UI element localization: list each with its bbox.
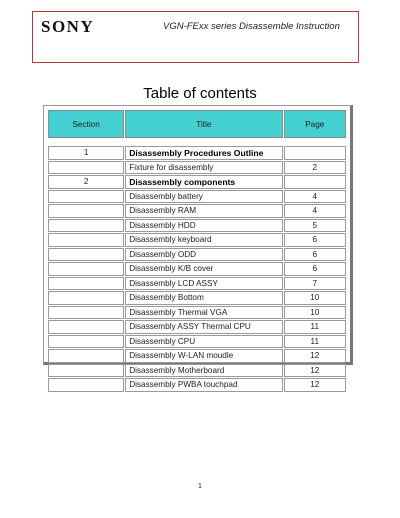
- section-cell: [48, 378, 124, 392]
- section-cell: [48, 306, 124, 320]
- title-cell: Fixture for disassembly: [125, 161, 282, 175]
- toc-row: [48, 175, 346, 189]
- page-cell: 10: [284, 291, 346, 305]
- document-title: VGN-FExx series Disassemble Instruction: [163, 21, 340, 32]
- page-cell: 5: [284, 219, 346, 233]
- title-cell: Disassembly K/B cover: [125, 262, 282, 276]
- section-cell: [48, 161, 124, 175]
- toc-row: [48, 349, 346, 363]
- toc-row: [48, 291, 346, 305]
- toc-row: [48, 233, 346, 247]
- section-cell: [48, 277, 124, 291]
- page-cell: 12: [284, 364, 346, 378]
- page-cell: 11: [284, 320, 346, 334]
- toc-row: [48, 219, 346, 233]
- section-cell: [48, 262, 124, 276]
- title-cell: Disassembly LCD ASSY: [125, 277, 282, 291]
- section-cell: [48, 335, 124, 349]
- toc-row: [48, 190, 346, 204]
- page-cell: [284, 175, 346, 189]
- page-cell: 6: [284, 233, 346, 247]
- title-cell: Disassembly W-LAN moudle: [125, 349, 282, 363]
- section-column-header: Section: [48, 110, 124, 138]
- toc-row: [48, 204, 346, 218]
- section-cell: 2: [48, 175, 124, 189]
- spacer-row: [48, 139, 346, 145]
- section-cell: [48, 349, 124, 363]
- title-cell: Disassembly Motherboard: [125, 364, 282, 378]
- toc-row: [48, 146, 346, 160]
- title-column-header: Title: [125, 110, 282, 138]
- page-column-header: Page: [284, 110, 346, 138]
- page-cell: [284, 146, 346, 160]
- title-cell: Disassembly ASSY Thermal CPU: [125, 320, 282, 334]
- section-cell: [48, 248, 124, 262]
- page-number: 1: [198, 483, 202, 490]
- toc-row: [48, 262, 346, 276]
- page-cell: 6: [284, 262, 346, 276]
- page-cell: 4: [284, 190, 346, 204]
- title-cell: Disassembly Bottom: [125, 291, 282, 305]
- toc-table-frame: [43, 105, 353, 390]
- page-cell: 10: [284, 306, 346, 320]
- title-cell: Disassembly PWBA touchpad: [125, 378, 282, 392]
- title-cell: Disassembly RAM: [125, 204, 282, 218]
- title-cell: Disassembly ODD: [125, 248, 282, 262]
- toc-row: [48, 161, 346, 175]
- section-cell: [48, 233, 124, 247]
- title-cell: Disassembly Procedures Outline: [125, 146, 282, 160]
- section-cell: [48, 291, 124, 305]
- toc-heading: Table of contents: [143, 85, 257, 102]
- page-cell: 7: [284, 277, 346, 291]
- sony-logo: SONY: [41, 17, 95, 36]
- title-cell: Disassembly components: [125, 175, 282, 189]
- page-cell: 6: [284, 248, 346, 262]
- section-cell: 1: [48, 146, 124, 160]
- toc-row: [48, 378, 346, 392]
- page-cell: 2: [284, 161, 346, 175]
- title-cell: Disassembly keyboard: [125, 233, 282, 247]
- page-cell: 12: [284, 349, 346, 363]
- toc-row: [48, 277, 346, 291]
- title-cell: Disassembly HDD: [125, 219, 282, 233]
- page-cell: 4: [284, 204, 346, 218]
- section-cell: [48, 190, 124, 204]
- title-cell: Disassembly Thermal VGA: [125, 306, 282, 320]
- section-cell: [48, 204, 124, 218]
- section-cell: [48, 320, 124, 334]
- toc-row: [48, 364, 346, 378]
- page-cell: 12: [284, 378, 346, 392]
- document-header: [32, 11, 359, 63]
- page-cell: 11: [284, 335, 346, 349]
- section-cell: [48, 364, 124, 378]
- toc-row: [48, 248, 346, 262]
- title-cell: Disassembly battery: [125, 190, 282, 204]
- toc-table: [47, 109, 347, 393]
- toc-row: [48, 335, 346, 349]
- title-cell: Disassembly CPU: [125, 335, 282, 349]
- section-cell: [48, 219, 124, 233]
- toc-row: [48, 306, 346, 320]
- toc-body: [48, 139, 346, 392]
- toc-row: [48, 320, 346, 334]
- toc-header-row: [48, 110, 346, 138]
